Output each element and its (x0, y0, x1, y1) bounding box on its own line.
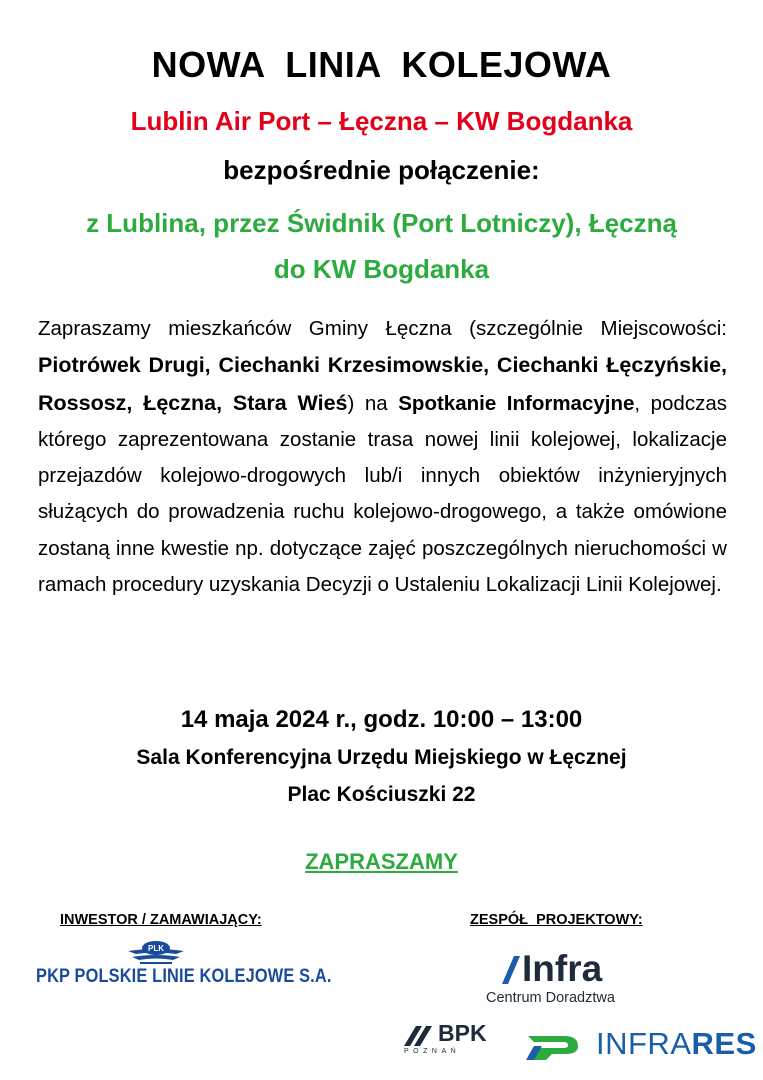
plk-badge-text: PLK (148, 944, 164, 953)
body-after-localities: ) na (347, 391, 399, 415)
bpk-logo-city: POZNAŃ (404, 1048, 461, 1055)
body-localities: Piotrówek Drugi, Ciechanki Krzesimowskie, Ciechanki Łęczyńskie, Rossosz, Łęczna, Stara Wieś (38, 353, 727, 415)
infrares-r-icon (524, 1026, 584, 1062)
body-intro: Zapraszamy mieszkańców Gminy Łęczna (szczególnie Miejscowości: (38, 317, 727, 340)
route-description (0, 200, 763, 292)
infrares-name-a: INFRA (596, 1026, 692, 1061)
event-date-time: 14 maja 2024 r., godz. 10:00 – 13:00 (180, 706, 583, 733)
infra-logo-name: Infra (522, 948, 603, 989)
design-team-label: ZESPÓŁ PROJEKTOWY: (470, 912, 643, 928)
infrares-logo-name (596, 1026, 757, 1062)
investor-label: INWESTOR / ZAMAWIAJĄCY: (60, 912, 262, 928)
bpk-logo-name: BPK (438, 1020, 487, 1046)
invitation-heading: ZAPRASZAMY (305, 849, 458, 874)
infrares-name-b: RES (691, 1026, 757, 1061)
route-line-2: do KW Bogdanka (273, 254, 490, 284)
body-meeting-name: Spotkanie Informacyjne (398, 391, 635, 415)
route-name: Lublin Air Port – Łęczna – KW Bogdanka (130, 106, 633, 136)
infra-logo-subtitle: Centrum Doradztwa (486, 990, 615, 1006)
invitation-body (38, 311, 727, 603)
body-rest: , podczas którego zaprezentowana zostanie trasa nowej linii kolejowej, lokalizacje przejazdów kolejowo-drogowych lub/i innych obiektów inżynieryjnych służących do prowadzenia ruchu kolejowo-drogowego, a także omówione zostaną inne kwestie np. dotyczące zajęć poszczególnych nieruchomości w ramach procedury uzyskania Decyzji o Ustaleniu Lokalizacji Linii Kolejowej. (38, 391, 727, 597)
page-title: NOWA LINIA KOLEJOWA (151, 44, 612, 85)
route-line-1: z Lublina, przez Świdnik (Port Lotniczy), Łęczną (86, 208, 677, 238)
connection-label: bezpośrednie połączenie: (223, 155, 540, 185)
event-venue: Sala Konferencyjna Urzędu Miejskiego w Łęcznej (136, 746, 627, 769)
event-address: Plac Kościuszki 22 (287, 783, 476, 806)
plk-company-name: PKP POLSKIE LINIE KOLEJOWE S.A. (36, 966, 332, 987)
